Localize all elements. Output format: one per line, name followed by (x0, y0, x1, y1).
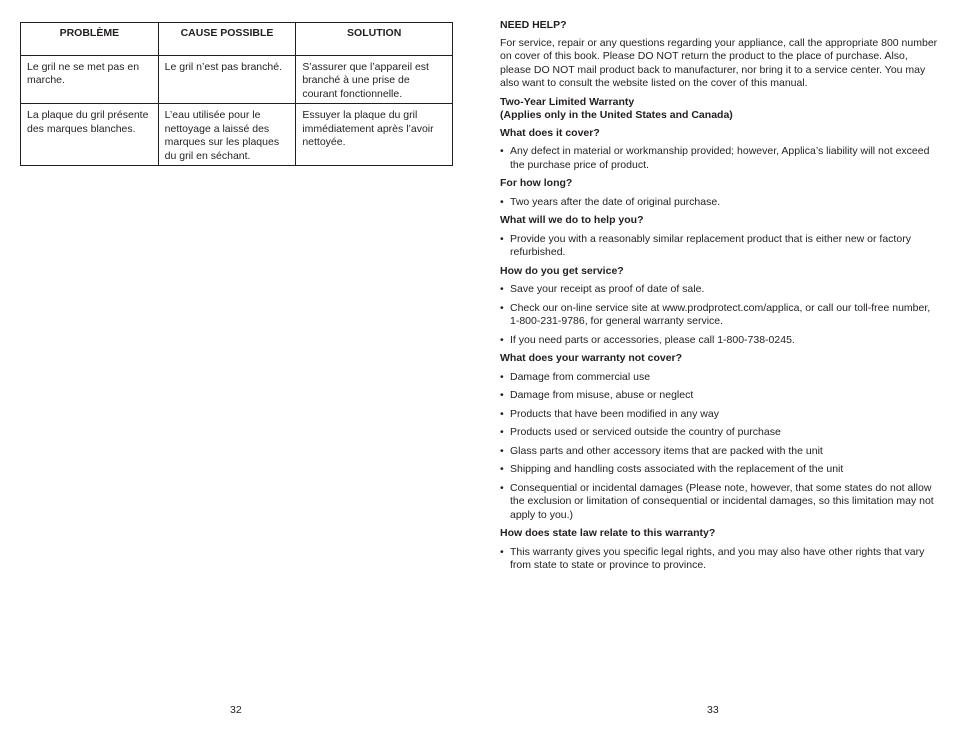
warranty-title-line: Two-Year Limited Warranty (500, 95, 635, 108)
section-heading: What will we do to help you? (500, 214, 644, 226)
list-item: • Two years after the date of original purchase. (500, 196, 940, 210)
list-item: • Check our on-line service site at www.prodprotect.com/applica, or call our toll-free number, 1-800-231-9786, for general warranty service. (500, 302, 940, 329)
solution-cell: S’assurer que l’appareil est branché à une prise de courant fonctionnelle. (296, 55, 453, 104)
solution-cell: Essuyer la plaque du gril immédiatement après l’avoir nettoyée. (296, 104, 453, 166)
warranty-title (500, 96, 940, 123)
list-item: • Products used or serviced outside the country of purchase (500, 426, 940, 440)
column-header-problem: PROBLÈME (21, 23, 159, 56)
list-item: • If you need parts or accessories, please call 1-800-738-0245. (500, 334, 940, 348)
list-item: • Damage from misuse, abuse or neglect (500, 389, 940, 403)
bullet-list (500, 233, 940, 260)
warranty-subtitle-line: (Applies only in the United States and Canada) (500, 109, 733, 121)
list-item: • Provide you with a reasonably similar replacement product that is either new or factory refurbished. (500, 233, 940, 260)
list-item: • Shipping and handling costs associated with the replacement of the unit (500, 463, 940, 477)
bullet-list (500, 546, 940, 573)
need-help-heading: NEED HELP? (500, 19, 567, 31)
section-heading: How do you get service? (500, 264, 624, 277)
page-number-left: 32 (230, 704, 242, 716)
table-header-row (21, 23, 453, 56)
list-item: • Damage from commercial use (500, 371, 940, 385)
problem-cell: La plaque du gril présente des marques blanches. (21, 104, 159, 166)
warranty-text (500, 19, 940, 578)
bullet-list (500, 196, 940, 210)
column-header-solution: SOLUTION (296, 23, 453, 56)
cause-cell: L’eau utilisée pour le nettoyage a laissé des marques sur les plaques du gril en séchant. (158, 104, 296, 166)
list-item: • This warranty gives you specific legal rights, and you may also have other rights that vary from state to state or province to province. (500, 546, 940, 573)
bullet-list (500, 371, 940, 523)
need-help-paragraph: For service, repair or any questions regarding your appliance, call the appropriate 800 number on cover of this book. Please DO NOT return the product to the place of purchase. Also, please DO NOT mail product back to manufacturer, nor bring it to a service center. You may also want to consult the website listed on the cover of this manual. (500, 36, 938, 89)
list-item: • Products that have been modified in any way (500, 408, 940, 422)
page-number-right: 33 (707, 704, 719, 716)
list-item: • Any defect in material or workmanship provided; however, Applica’s liability will not exceed the purchase price of product. (500, 145, 940, 172)
section-heading: What does it cover? (500, 126, 600, 139)
list-item: • Save your receipt as proof of date of sale. (500, 283, 940, 297)
table-row (21, 104, 453, 166)
problem-cell: Le gril ne se met pas en marche. (21, 55, 159, 104)
section-heading: For how long? (500, 177, 573, 189)
list-item: • Glass parts and other accessory items that are packed with the unit (500, 445, 940, 459)
table-row (21, 55, 453, 104)
column-header-cause: CAUSE POSSIBLE (158, 23, 296, 56)
troubleshooting-table (20, 22, 453, 166)
section-heading: What does your warranty not cover? (500, 352, 683, 364)
list-item: • Consequential or incidental damages (Please note, however, that some states do not allow the exclusion or limitation of consequential or incidental damages, so this limitation may not apply to you.) (500, 482, 940, 523)
cause-cell: Le gril n’est pas branché. (158, 55, 296, 104)
bullet-list (500, 283, 940, 347)
section-heading: How does state law relate to this warranty? (500, 527, 716, 539)
right-page (477, 0, 954, 738)
bullet-list (500, 145, 940, 172)
warranty-sections (500, 127, 940, 573)
